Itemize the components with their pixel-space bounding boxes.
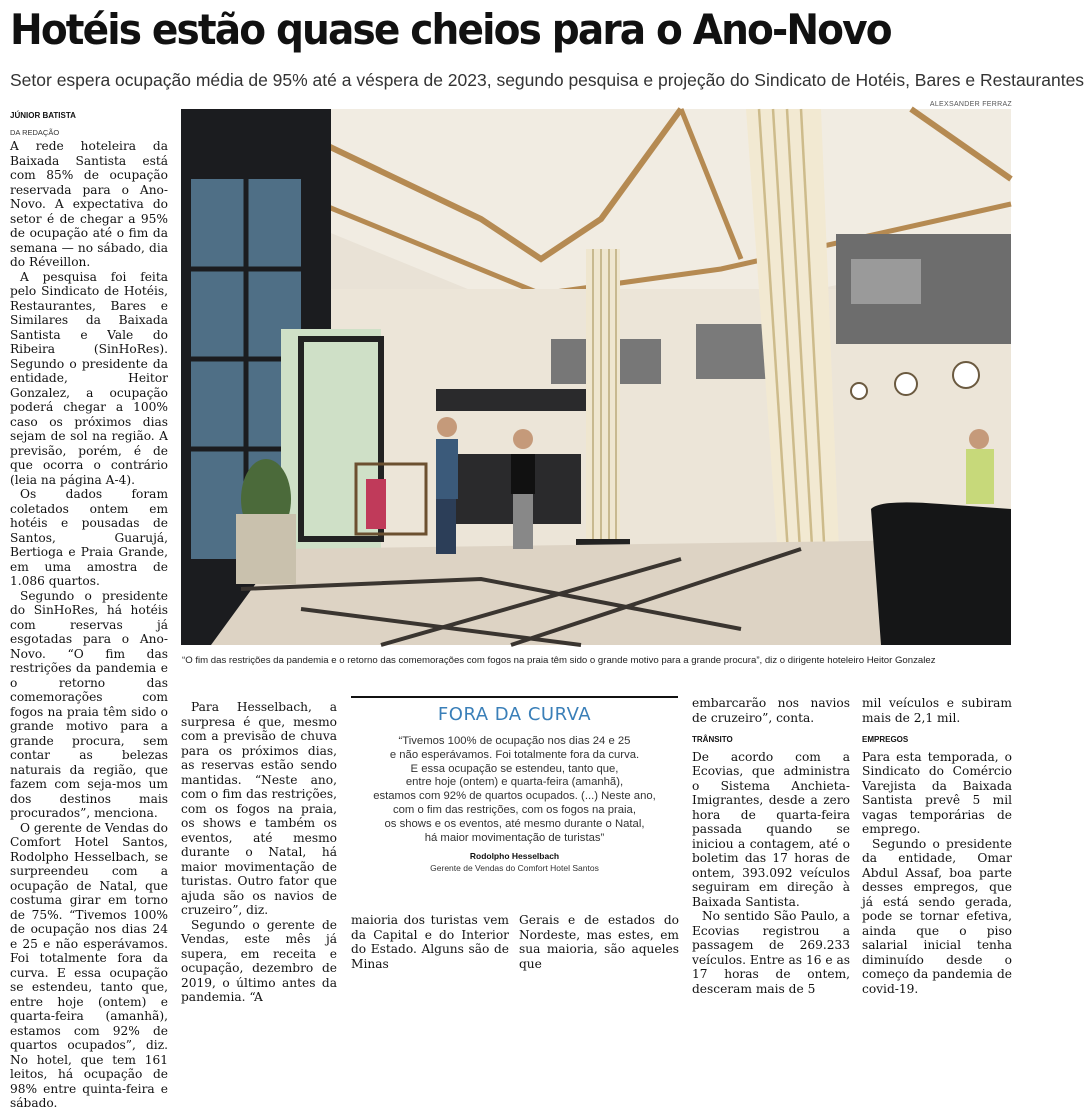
paragraph: embarcarão nos navios de cruzeiro”, conta.: [692, 696, 850, 725]
paragraph: De acordo com a Ecovias, que administra o Sistema Anchieta-Imigrantes, desde a zero hora de quarta-feira passada quando se iniciou a contagem, até o boletim das 17 horas de ontem, 393.092 veículos seguiram em direção à Baixada Santista.: [692, 749, 850, 909]
desk-label: DA REDAÇÃO: [10, 128, 60, 137]
photo-credit: ALEXSANDER FERRAZ: [929, 101, 1012, 108]
article-column-6: [862, 696, 1012, 996]
article-column-2: [181, 700, 337, 1005]
photo-caption: “O fim das restrições da pandemia e o retorno das comemorações com fogos na praia têm sido o grande motivo para a grande procura”, diz o dirigente hoteleiro Heitor Gonzalez: [182, 655, 936, 666]
paragraph: O gerente de Vendas do Comfort Hotel Santos, Rodolpho Hesselbach, se surpreendeu com a ocupação de Natal, que costuma girar em torno de 75%. “Tivemos 100% de ocupação nos dias 24 e 25 e não esperávamos. Foi totalmente fora da curva. E essa ocupação se estendeu, tanto que, entre hoje (ontem) e quarta-feira (amanhã), estamos com 92% de quartos ocupados”, diz. No hotel, que tem 161 leitos, há ocupação de 98% entre quinta-feira e sábado.: [10, 820, 168, 1110]
paragraph: Segundo o presidente da entidade, Omar Abdul Assaf, boa parte desses empregos, que já está sendo gerada, pode se tornar efetiva, ainda que o piso salarial inicial tenha diminuído desde o começo da pandemia de covid-19.: [862, 836, 1012, 996]
paragraph: Os dados foram coletados ontem em hotéis e pousadas de Santos, Guarujá, Bertioga e Praia Grande, em uma amostra de 1.086 quartos.: [10, 487, 168, 588]
subhead: Setor espera ocupação média de 95% até a véspera de 2023, segundo pesquisa e projeção do Sindicato de Hotéis, Bares e Restaurantes: [10, 70, 1084, 90]
article-column-5: [692, 696, 850, 996]
paragraph: A rede hoteleira da Baixada Santista está com 85% de ocupação reservada para o Ano-Novo. A expectativa do setor é de chegar a 95% de ocupação até o fim da semana — no sábado, dia do Réveillon.: [10, 139, 168, 269]
paragraph: Segundo o gerente de Vendas, este mês já supera, em receita e ocupação, dezembro de 2019, o último antes da pandemia. “A: [181, 917, 337, 1004]
box-quote: “Tivemos 100% de ocupação nos dias 24 e 25 e não esperávamos. Foi totalmente fora da curva. E essa ocupação se estendeu, tanto que, entre hoje (ontem) e quarta-feira (amanhã), estamos com 92% de quartos ocupados. (...) Neste ano, com o fim das restrições, com os fogos na praia, os shows e os eventos, até mesmo durante o Natal, há maior movimentação de turistas”: [373, 735, 656, 844]
paragraph: Para Hesselbach, a surpresa é que, mesmo com a previsão de chuva para os próximos dias, as reservas estão sendo mantidas. “Neste ano, com o fim das restrições, com os fogos na praia, os shows e também os eventos, até mesmo durante o Natal, há maior movimentação de turistas. Outro fator que ajuda são os navios de cruzeiro”, diz.: [181, 700, 337, 917]
box-title: FORA DA CURVA: [437, 704, 592, 725]
paragraph: Gerais e de estados do Nordeste, mas estes, em sua maioria, são aqueles que: [519, 913, 679, 971]
hotel-lobby-photo: [181, 109, 1011, 645]
paragraph: Para esta temporada, o Sindicato do Comércio Varejista da Baixada Santista prevê 5 mil vagas temporárias de emprego.: [862, 749, 1012, 836]
quote-box: [351, 696, 678, 911]
article-column-3: [351, 913, 509, 971]
paragraph: Segundo o presidente do SinHoRes, há hotéis com reservas já esgotadas para o Ano-Novo. “O fim das restrições da pandemia e o retorno das comemorações com fogos na praia têm sido o grande motivo para a grande procura, sem contar as belezas naturais da região, que fazem com seja-mos um dos destinos mais procurados”, menciona.: [10, 588, 168, 820]
box-quote-author: Rodolpho Hesselbach: [469, 851, 560, 862]
paragraph: maioria dos turistas vem da Capital e do Interior do Estado. Alguns são de Minas: [351, 913, 509, 971]
headline: Hotéis estão quase cheios para o Ano-Novo: [10, 5, 891, 54]
section-heading-transito: TRÂNSITO: [692, 735, 733, 744]
section-heading-empregos: EMPREGOS: [862, 735, 909, 744]
byline: JÚNIOR BATISTA: [10, 111, 76, 120]
article-column-1: [10, 139, 168, 1111]
article-column-4: [519, 913, 679, 971]
hotel-lobby-illustration: [181, 109, 1011, 645]
paragraph: mil veículos e subiram mais de 2,1 mil.: [862, 696, 1012, 725]
paragraph: No sentido São Paulo, a Ecovias registrou a passagem de 269.233 veículos. Entre as 16 e as 17 horas de ontem, desceram mais de 5: [692, 909, 850, 996]
box-quote-role: Gerente de Vendas do Comfort Hotel Santos: [430, 863, 599, 874]
paragraph: A pesquisa foi feita pelo Sindicato de Hotéis, Restaurantes, Bares e Similares da Baixada Santista e Vale do Ribeira (SinHoRes). Segundo o presidente da entidade, Heitor Gonzalez, a ocupação poderá chegar a 100% caso os próximos dias sejam de sol na região. A previsão, porém, é de que ocorra o contrário (leia na página A-4).: [10, 269, 168, 487]
